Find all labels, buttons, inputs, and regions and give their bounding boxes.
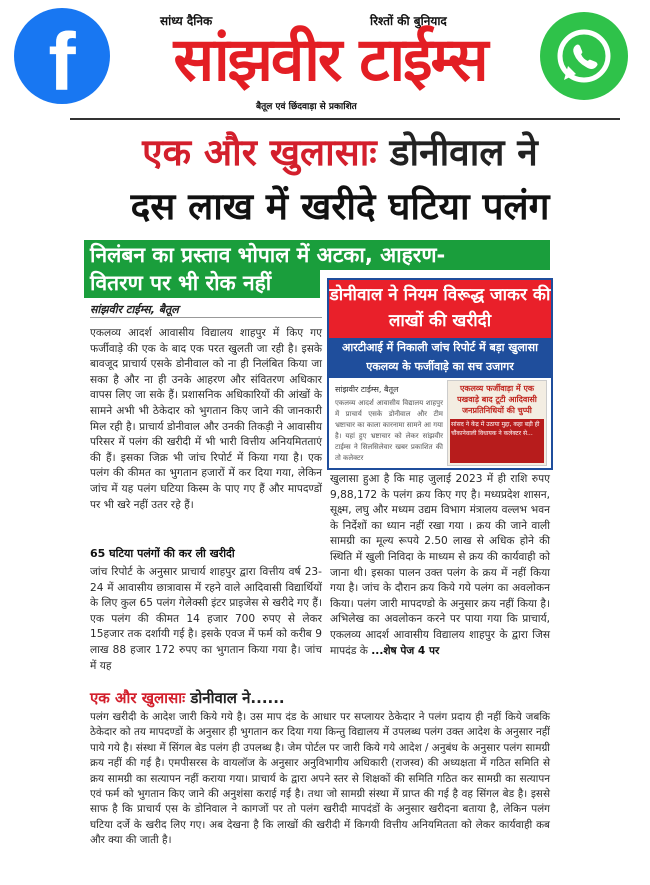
masthead-subtagline: बैतूल एवं छिंदवाड़ा से प्रकाशित xyxy=(256,102,357,112)
byline-divider xyxy=(90,317,322,318)
inset-text: एकलव्य आदर्श आवासीय विद्यालय शाहपुर में प्राचार्य एसके डोनीवाल और टीम भ्रष्टाचार का काला कारनामा सामने आ गया है। यहां हुए भ्रष्टाचार को लेकर सांझवीर टाईम्स ने सिलसिलेवार खबर प्रकाशित की तो कलेक्टर xyxy=(335,399,443,462)
headline-line-1 xyxy=(60,128,620,178)
subheading-line-1: निलंबन का प्रस्ताव भोपाल में अटका, आहरण- xyxy=(90,243,446,267)
continuation-heading-rest: डोनीवाल ने...... xyxy=(190,689,285,707)
article-body-left-1: एकलव्य आदर्श आवासीय विद्यालय शाहपुर में किए गए फर्जीवाड़े की एक के बाद एक परत खुलती जा रही है। इसके बावजूद प्राचार्य एसके डोनीवाल को ना ही निलंबित किया जा सका है और ना ही उनके आहरण और संवितरण अधिकार वापस लिए जा सके हैं। प्रशासनिक अधिकारियों की आंखों के सामने अभी भी ठेकेदार को भुगतान किए जाने की जानकारी मिल रही है। प्राचार्य डोनीवाल और उनकी तिकड़ी ने आवासीय परिसर में पलंग की खरीदी में भी भारी वित्तीय अनियमितताएं की हैं। इसका जिक्र भी जांच रिपोर्ट में किया गया है। एक पलंग की कीमत का भुगतान हजारों में कर दिया गया, लेकिन जांच में यह पलंग घटिया किस्म के पाए गए हैं और मापदण्डों पर भी खरे नहीं उतर रहे हैं। xyxy=(90,327,322,511)
headline-highlight: एक और खुलासाः xyxy=(142,131,377,174)
inset-sub-text: सांसद ने केंद्र में उठाया मुद्दा, कहा बड़ी ही चौंकानेवाली विधायक ने कलेक्टर से... xyxy=(450,419,544,463)
continued-on-page-link: ...शेष पेज 4 पर xyxy=(371,644,440,657)
inset-sub-clipping xyxy=(447,380,547,466)
subheading-line-2: वितरण पर भी रोक नहीं xyxy=(90,271,272,295)
phone-icon xyxy=(556,28,612,84)
inset-sub-heading: एकलव्य फर्जीवाड़ा में एक पखवाड़े बाद टूटी आदिवासी जनप्रतिनिधियों की चुप्पी xyxy=(457,384,537,415)
newspaper-name: सांझवीर टाईम्स xyxy=(173,25,487,95)
article-subhead: 65 घटिया पलंगों की कर ली खरीदी xyxy=(90,547,235,560)
whatsapp-icon[interactable] xyxy=(540,12,628,100)
article-body-left-2: जांच रिपोर्ट के अनुसार प्राचार्य शाहपुर द्वारा वित्तीय वर्ष 23-24 में आवासीय छात्रावास में रहने वाले आदिवासी विद्यार्थियों के लिए कुल 65 पलंग गेलेक्सी इंटर प्राइजेस से खरीदे गए हैं। एक पलंग की कीमत 14 हजार 700 रुपए से लेकर 15हजार तक दर्शायी गई है। इसके एवज में फर्म को करीब 9 लाख 88 हजार 172 रुपए का भुगतान किया गया है। जांच में यह xyxy=(90,566,322,672)
inset-title: डोनीवाल ने नियम विरूद्ध जाकर की लाखों की खरीदी xyxy=(329,280,551,338)
article-body-right-text: खुलासा हुआ है कि माह जुलाई 2023 में ही राशि रुपए 9,88,172 के पलंग क्रय किए गए है। मध्यप्रदेश शासन, सूक्ष्म, लघु और मध्यम उद्यम विभाग मंत्रालय वल्लभ भवन के निर्देशों का ध्यान नहीं रखा गया । क्रय की जाने वाली सामग्री का मूल्य रूपये 2.50 लाख से अधिक होने की स्थिति में खुली निविदा के माध्यम से क्रय की कार्यवाही को जाना थी। इसका पालन उक्त पलंग के क्रय में नहीं किया गया है। जांच के दौरान क्रय किये गये पलंग का अवलोकन किया। पलंग जारी मापदण्डो के अनुसार क्रय नहीं किया है। अभिलेख का अवलोकन करने पर पाया गया कि प्राचार्य, एकलव्य आदर्श आवासीय विद्यालय शाहपुर के द्वारा जिस मापदंड के xyxy=(330,473,550,657)
continuation-body: पलंग खरीदी के आदेश जारी किये गये है। उस माप दंड के आधार पर सप्लायर ठेकेदार ने पलंग प्रदाय ही नहीं किये जबकि ठेकेदार को तय मापदण्डों के अनुसार ही भुगतान कर दिया गया किन्तु विद्यालय में उपलब्ध पलंग उक्त आदेश के अनुसार नहीं पाये गये है। संस्था में सिंगल बेड पलंग ही उपलब्ध है। जेम पोर्टल पर जारी किये गये आदेश / अनुबंध के अनुसार पलंग सामग्री क्रय नहीं की गई है। एमपीसरस के वायलॉज के अनुसार अनुविभागीय अधिकारी (राजस्व) की अध्यक्षता में गठित समिति से क्रय सामग्री का सत्यापन नहीं कराया गया। प्राचार्य के द्वारा अपने स्तर से शिक्षकों की समिति गठित कर सामग्री का सत्यापन एवं फर्म को भुगतान किए जाने की अनुशंसा कराई गई है। तथा जो सामग्री संस्था में प्राप्त की गई है वह सिंगल बेड है। इससे साफ है कि प्राचार्य एस के डोनिवाल ने कागजों पर तो पलंग खरीदी मापदंडों के अनुसार खरीदना बताया है, लेकिन पलंग घटिया दर्जे के खरीद लिए गए। अब देखना है कि लाखों की खरीदी में किगयी वित्तीय अनियमितता को लेकर कार्यवाही कब और क्या की जाती है। xyxy=(90,711,550,847)
masthead-tagline-right: रिश्तों की बुनियाद xyxy=(370,14,447,28)
article-body-right xyxy=(330,472,550,659)
continuation-heading-highlight: एक और खुलासाः xyxy=(90,689,186,707)
facebook-icon[interactable]: f xyxy=(14,8,110,104)
headline-line-2: दस लाख में खरीदे घटिया पलंग xyxy=(130,185,550,228)
article-byline: सांझवीर टाईम्स, बैतूल xyxy=(90,303,179,316)
inset-byline: सांझवीर टाईम्स, बैतूल xyxy=(335,385,399,394)
headline-line-1-rest: डोनीवाल ने xyxy=(389,131,538,174)
masthead-divider xyxy=(70,118,620,120)
masthead-tagline-left: सांध्य दैनिक xyxy=(160,14,213,28)
inset-clipping xyxy=(327,278,553,470)
inset-strap: आरटीआई में निकाली जांच रिपोर्ट में बड़ा खुलासा एकलव्य के फर्जीवाड़े का सच उजागर xyxy=(329,338,551,378)
continuation-heading xyxy=(90,688,285,708)
